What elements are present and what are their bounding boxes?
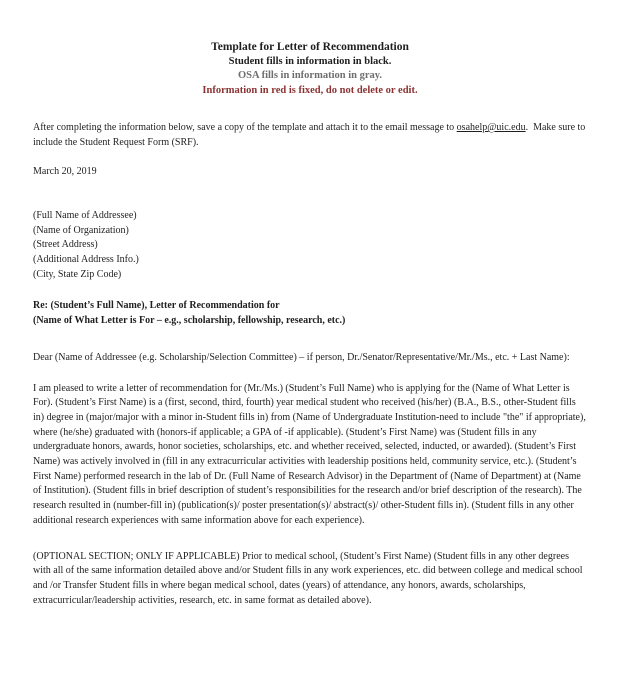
letter-date: March 20, 2019 bbox=[33, 166, 97, 178]
addressee-city-line: (City, State Zip Code) bbox=[33, 268, 122, 280]
salutation-line: Dear (Name of Addressee (e.g. Scholarship/Selection Committee) – if person, Dr./Senator/Representative/Mr./Ms., etc. + Last Name): bbox=[33, 351, 570, 363]
instructions-text-before-email: After completing the information below, save a copy of the template and attach it to the email message to bbox=[33, 121, 457, 133]
addressee-block bbox=[33, 209, 587, 283]
subject-line-2: (Name of What Letter is For – e.g., scholarship, fellowship, research, etc.) bbox=[33, 315, 346, 327]
header-instruction-gray: OSA fills in information in gray. bbox=[237, 70, 383, 82]
header-instruction-red: Information in red is fixed, do not delete or edit. bbox=[202, 85, 418, 97]
letter-body-paragraph-1: I am pleased to write a letter of recommendation for (Mr./Ms.) (Student’s Full Name) who is applying for the (Name of What Letter is For). (Student’s First Name) is a (first, second, third, fourth) year medical student who received (his/her) (B.A., B.S., other-Student fills in) degree in (major/major with a minor in-Student fills in) from (Name of Undergraduate Institution-need to include "the" if appropriate), where (he/she) graduated with (honors-if applicable; a GPA of -if applicable). (Student’s First Name) was (Student fills in any undergraduate honors, awards, honor societies, scholarships, etc. and whether received, selected, inducted, or awarded). (Student’s First Name) was actively involved in (fill in any extracurricular activities with leadership positions held, community service, etc.). (Student’s First Name) performed research in the lab of Dr. (Full Name of Research Advisor) in the Department of (Name of Department) at (Name of Institution). (Student fills in brief description of student’s responsibilities for the research and/or brief description of the research). The research resulted in (number-fill in) (publication(s)/ poster presentation(s)/ abstract(s)/ other-Student fills in). (Student fills in any other additional research experiences with same information above for each experience). bbox=[33, 382, 586, 526]
osa-email-link[interactable]: osahelp@uic.edu bbox=[456, 121, 526, 133]
addressee-name-line: (Full Name of Addressee) bbox=[33, 209, 137, 221]
subject-line-1: Re: (Student’s Full Name), Letter of Recommendation for bbox=[33, 300, 280, 312]
addressee-org-line: (Name of Organization) bbox=[33, 224, 129, 236]
addressee-additional-line: (Additional Address Info.) bbox=[33, 254, 139, 266]
submission-instructions bbox=[33, 121, 587, 150]
document-header bbox=[33, 40, 587, 99]
document-title: Template for Letter of Recommendation bbox=[211, 41, 409, 53]
letter-body-paragraph-2: (OPTIONAL SECTION; ONLY IF APPLICABLE) Prior to medical school, (Student’s First Name) (Student fills in any other degrees with all of the same information detailed above and/or Student fills in any work experiences, etc. did between college and medical school and /or Transfer Student fills in where began medical school, dates (years) of attendance, any honors, awards, scholarships, extracurricular/leadership activities, research, etc. in same format as detailed above). bbox=[33, 550, 583, 606]
header-instruction-black: Student fills in information in black. bbox=[228, 55, 392, 67]
subject-line-block bbox=[33, 299, 587, 328]
addressee-street-line: (Street Address) bbox=[33, 239, 98, 251]
instructions-text-after-email: . Make sure to include the Student Request Form (SRF). bbox=[33, 121, 586, 148]
